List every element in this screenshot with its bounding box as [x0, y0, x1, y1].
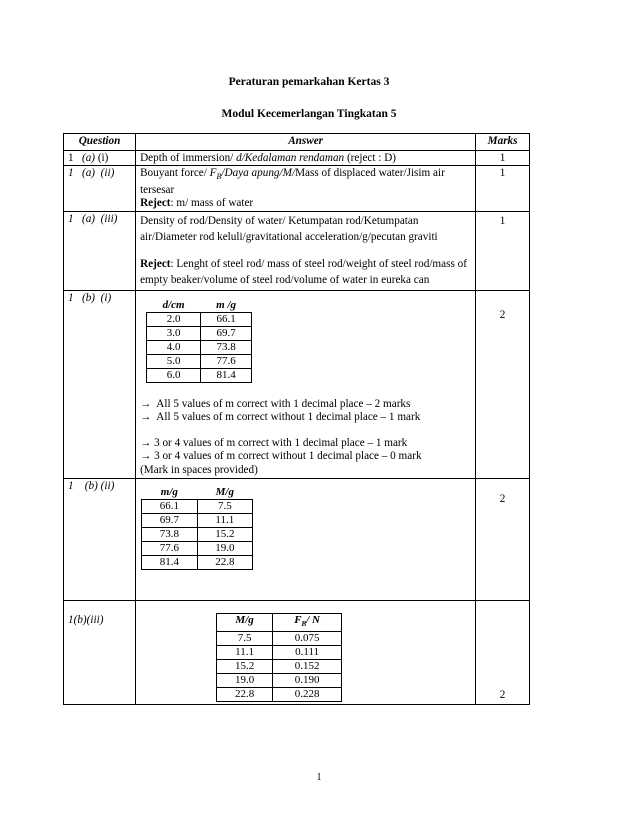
answer-header: Answer [136, 134, 476, 151]
question-cell: 1 (a) (ii) [64, 166, 136, 212]
marks-cell: 2 [476, 290, 530, 479]
arrow-icon: → [140, 411, 152, 424]
table-row [64, 290, 530, 479]
document-title: Peraturan pemarkahan Kertas 3 [228, 76, 390, 88]
M-FB-table: M/g $F_B/$ N 7.5 0.075 11.1 0.111 15.2 0.152 19.0 0.190 22.8 0.228 [216, 613, 342, 702]
arrow-icon: → [140, 450, 152, 463]
data-row: 81.4 22.8 [142, 556, 253, 570]
table-row [64, 166, 530, 212]
data-row: 15.2 0.152 [217, 660, 342, 674]
question-cell: 1 (a) (i) [64, 150, 136, 166]
question-cell: 1 (a) (iii) [64, 211, 136, 290]
header-row [64, 134, 530, 151]
criteria-item: → 3 or 4 values of m correct with 1 decimal place – 1 mark [140, 436, 408, 449]
data-row: 5.0 77.6 [147, 354, 252, 368]
marks-header: Marks [476, 134, 530, 151]
marks-cell: 1 [476, 211, 530, 290]
data-row: 69.7 11.1 [142, 514, 253, 528]
question-cell: 1 (b) (i) [64, 290, 136, 479]
criteria-item: → 3 or 4 values of m correct without 1 decimal place – 0 mark [140, 450, 422, 463]
answer-cell [136, 601, 476, 705]
table-row [64, 479, 530, 601]
table-row [64, 601, 530, 705]
table-row [64, 211, 530, 290]
data-row: 66.1 7.5 [142, 500, 253, 514]
arrow-icon: → [140, 397, 152, 410]
data-row: 19.0 0.190 [217, 674, 342, 688]
data-row: 4.0 73.8 [147, 340, 252, 354]
data-row: 2.0 66.1 [147, 312, 252, 326]
d-m-table: d/cm m /g 2.0 66.1 3.0 69.7 4.0 73.8 5.0 77.6 6.0 81.4 [146, 299, 252, 383]
question-cell: 1 (b) (ii) [64, 479, 136, 601]
page-number: 1 [316, 772, 322, 783]
data-row: 22.8 0.228 [217, 688, 342, 702]
data-row: 6.0 81.4 [147, 368, 252, 382]
m-M-table: m/g M/g 66.1 7.5 69.7 11.1 73.8 15.2 77.6 19.0 81.4 22.8 [141, 486, 253, 570]
criteria-item: → All 5 values of m correct without 1 decimal place – 1 mark [140, 411, 421, 424]
answer-cell: Depth of immersion/ d/Kedalaman rendaman (reject : D) [136, 150, 476, 166]
question-header: Question [64, 134, 136, 151]
marks-cell: 1 [476, 166, 530, 212]
data-row: 7.5 0.075 [217, 632, 342, 646]
data-row: 73.8 15.2 [142, 528, 253, 542]
marks-cell: 1 [476, 150, 530, 166]
marks-cell: 2 [476, 479, 530, 601]
data-row: 3.0 69.7 [147, 326, 252, 340]
arrow-icon: → [140, 436, 152, 449]
answer-cell: Bouyant force/ $F_B$/Daya apung/M/Mass of displaced water/Jisim air tersesar Reject: m/ mass of water [136, 166, 476, 212]
note: (Mark in spaces provided) [140, 463, 258, 476]
data-row: 11.1 0.111 [217, 646, 342, 660]
marking-scheme-table [63, 133, 530, 705]
document-subtitle: Modul Kecemerlangan Tingkatan 5 [221, 108, 397, 120]
answer-cell [136, 479, 476, 601]
criteria-item: → All 5 values of m correct with 1 decimal place – 2 marks [140, 397, 411, 410]
question-cell: 1(b)(iii) [64, 601, 136, 705]
table-row [64, 150, 530, 166]
answer-cell: Density of rod/Density of water/ Ketumpatan rod/Ketumpatan air/Diameter rod keluli/gravitational acceleration/g/pecutan graviti Reject: Lenght of steel rod/ mass of steel rod/weight of steel rod/mass of empty beaker/volume of steel rod/volume of water in eureka can [136, 211, 476, 290]
data-row: 77.6 19.0 [142, 542, 253, 556]
answer-cell [136, 290, 476, 479]
marks-cell: 2 [476, 601, 530, 705]
